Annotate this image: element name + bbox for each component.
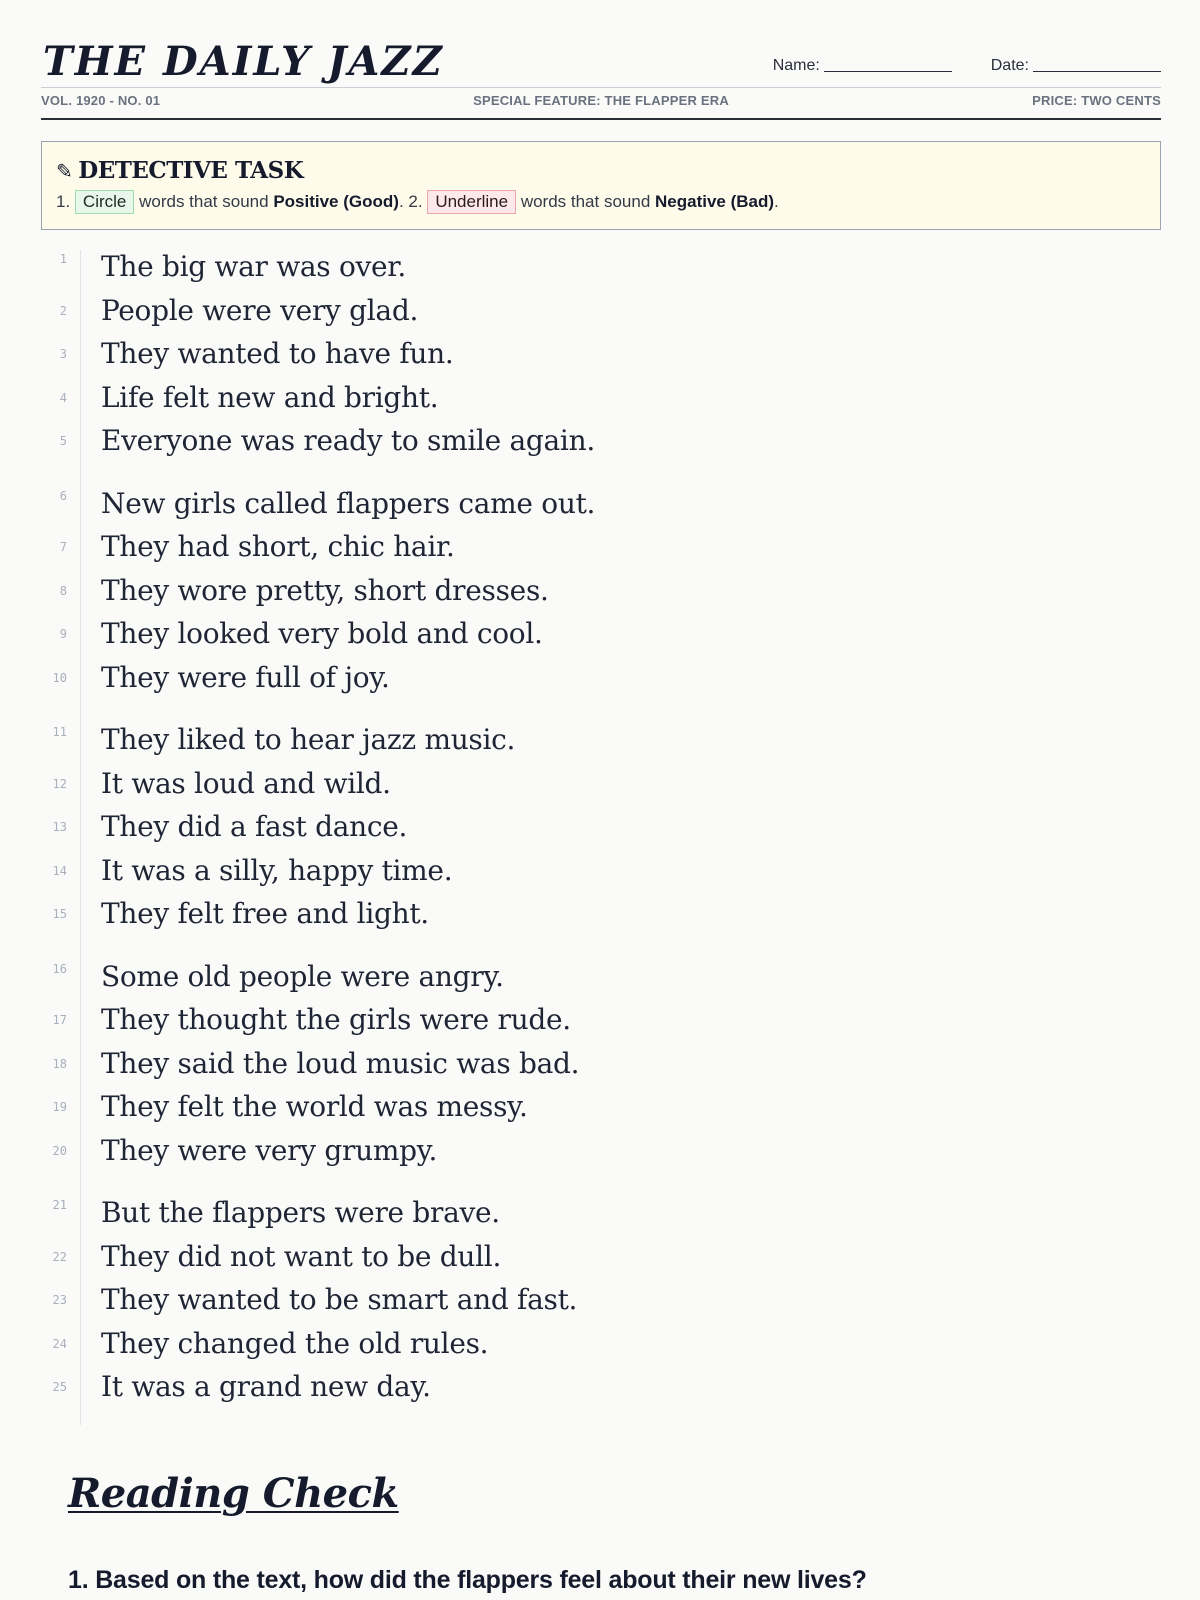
line-text[interactable]: It was loud and wild. [101,766,391,800]
line-text[interactable]: They were full of joy. [101,660,390,694]
name-label: Name: [772,57,820,74]
poem-line [41,487,941,531]
line-text[interactable]: But the flappers were brave. [101,1196,500,1229]
line-number: 22 [52,1249,67,1264]
poem-line [41,530,941,574]
name-blank[interactable] [824,58,952,72]
line-text[interactable]: They looked very bold and cool. [101,617,543,650]
date-blank[interactable] [1033,58,1161,72]
volume-label: VOL. 1920 - NO. 01 [41,93,161,108]
poem-line [41,723,941,767]
poem-line [41,1090,941,1134]
line-number: 3 [59,347,67,361]
newspaper-title: THE DAILY JAZZ [43,38,444,85]
price-label: PRICE: TWO CENTS [1032,93,1161,108]
poem-line [41,337,941,381]
masthead [41,0,1161,120]
line-text[interactable]: It was a grand new day. [101,1370,431,1403]
stanza-3 [41,723,941,941]
line-number: 7 [59,540,67,554]
poem-line [41,960,941,1004]
poem-line [41,1283,941,1327]
poem-stanzas [41,250,941,1414]
line-number: 10 [52,670,67,685]
task-title: DETECTIVE TASK [78,157,304,184]
poem-line [41,424,941,468]
task-heading [56,157,303,184]
line-text[interactable]: They had short, chic hair. [101,530,455,563]
line-number: 6 [59,488,67,503]
line-text[interactable]: It was a silly, happy time. [101,853,453,887]
line-number: 14 [52,863,67,878]
negative-label: Negative (Bad) [655,192,775,211]
line-text[interactable]: New girls called flappers came out. [101,486,596,520]
line-text[interactable]: They said the loud music was bad. [101,1046,580,1080]
line-number: 25 [52,1380,67,1394]
line-number: 19 [52,1100,67,1114]
stanza-1 [41,250,941,468]
poem-line [41,294,941,338]
line-text[interactable]: They did a fast dance. [101,810,408,843]
line-number: 13 [52,820,67,834]
line-text[interactable]: They thought the girls were rude. [101,1003,571,1036]
line-text[interactable]: Everyone was ready to smile again. [101,424,595,457]
line-number: 12 [52,776,67,791]
line-text[interactable]: They wanted to have fun. [101,337,454,370]
line-text[interactable]: They felt free and light. [101,897,429,930]
poem-line [41,767,941,811]
line-number: 4 [59,390,67,405]
line-number: 20 [52,1143,67,1158]
poem-line [41,810,941,854]
poem-line [41,1240,941,1284]
line-text[interactable]: People were very glad. [101,293,419,327]
poem-line [41,574,941,618]
line-number: 15 [52,907,67,921]
reading-check-title: Reading Check [68,1470,399,1517]
line-text[interactable]: They did not want to be dull. [101,1239,502,1273]
task-instructions: 1. Circle words that sound Positive (Good). 2. Underline words that sound Negative (Bad). [56,190,779,214]
line-number: 2 [59,303,67,318]
step2-text: words that sound [520,192,651,211]
poem-line [41,897,941,941]
poem-line [41,250,941,294]
circle-chip: Circle [75,190,134,214]
step1-number: 1. [56,192,71,211]
question-1: 1. Based on the text, how did the flappers feel about their new lives? [68,1566,867,1594]
line-number: 17 [52,1013,67,1027]
line-text[interactable]: They wore pretty, short dresses. [101,573,549,607]
poem-line [41,1327,941,1371]
feature-label: SPECIAL FEATURE: THE FLAPPER ERA [473,93,729,108]
poem-text [41,250,941,1433]
poem-line [41,854,941,898]
line-number: 8 [59,583,67,598]
date-label: Date: [990,57,1029,74]
underline-chip: Underline [427,190,516,214]
line-text[interactable]: They wanted to be smart and fast. [101,1283,578,1316]
line-number: 9 [59,627,67,641]
line-number: 21 [52,1198,67,1212]
divider-thin [41,87,1161,88]
line-text[interactable]: They liked to hear jazz music. [101,723,516,756]
line-number: 5 [59,434,67,448]
line-text[interactable]: They were very grumpy. [101,1133,438,1167]
detective-task-box [41,141,1161,230]
poem-line [41,1370,941,1414]
line-text[interactable]: Some old people were angry. [101,959,504,993]
poem-line [41,1047,941,1091]
line-number: 18 [52,1056,67,1071]
line-text[interactable]: They felt the world was messy. [101,1090,528,1123]
stanza-2 [41,487,941,705]
name-date-fields [773,57,1161,75]
line-number: 16 [52,961,67,976]
divider-thick [41,118,1161,120]
pencil-icon: ✎ [56,159,73,183]
line-text[interactable]: Life felt new and bright. [101,380,439,414]
positive-label: Positive (Good) [273,192,399,211]
line-number: 11 [52,725,67,739]
poem-line [41,617,941,661]
step2-number: 2. [408,192,423,211]
line-number: 23 [52,1293,67,1307]
line-text[interactable]: They changed the old rules. [101,1326,489,1360]
poem-line [41,1134,941,1178]
line-number: 1 [59,252,67,266]
line-text[interactable]: The big war was over. [101,250,406,283]
poem-line [41,381,941,425]
poem-line [41,1003,941,1047]
stanza-5 [41,1196,941,1414]
worksheet-page [41,0,1161,1594]
poem-line [41,661,941,705]
stanza-4 [41,960,941,1178]
step1-text: words that sound [139,192,269,211]
line-number: 24 [52,1336,67,1351]
poem-line [41,1196,941,1240]
